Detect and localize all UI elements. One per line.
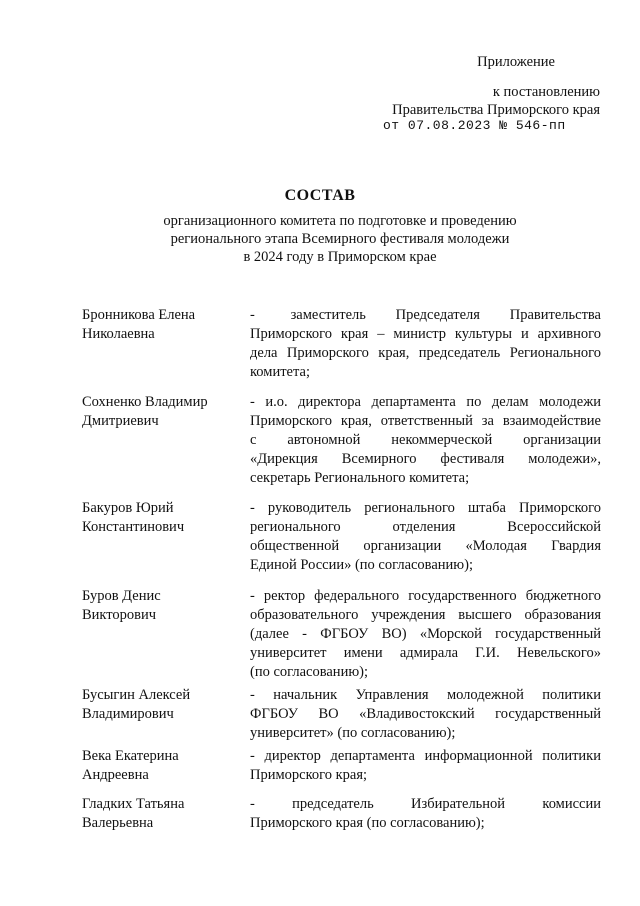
member-name: Сохненко Владимир Дмитриевич xyxy=(82,394,208,429)
subtitle-line: регионального этапа Всемирного фестиваля молодежи xyxy=(170,231,510,247)
resolution-label: к постановлению xyxy=(492,84,600,100)
member-name: Гладких Татьяна Валерьевна xyxy=(82,796,185,831)
member-name: Бронникова Елена Николаевна xyxy=(82,307,196,342)
member-role: - и.о. директора департамента по делам молодежи Приморского края, ответственный за взаимодействие с автономной некоммерческой организации «Дирекция Всемирного фестиваля молодежи», секретарь Регионального комитета; xyxy=(250,394,601,486)
member-role: - председатель Избирательной комиссии Приморского края (по согласованию); xyxy=(250,796,601,831)
subtitle-line: организационного комитета по подготовке и проведению xyxy=(163,213,517,229)
member-role: - начальник Управления молодежной политики ФГБОУ ВО «Владивостокский государственный университет» (по согласованию); xyxy=(250,687,601,741)
document-subtitle xyxy=(120,212,560,266)
appendix-label: Приложение xyxy=(477,54,555,70)
member-role: - руководитель регионального штаба Приморского регионального отделения Всероссийской общественной организации «Молодая Гвардия Единой России» (по согласованию); xyxy=(250,500,601,573)
member-role: - ректор федерального государственного бюджетного образовательного учреждения высшего образования (далее - ФГБОУ ВО) «Морской государственный университет имени адмирала Г.И. Невельского» (по согласованию); xyxy=(250,588,601,680)
member-name: Бакуров Юрий Константинович xyxy=(82,500,185,535)
member-role: - заместитель Председателя Правительства Приморского края – министр культуры и архивного дела Приморского края, председатель Регионального комитета; xyxy=(250,307,601,380)
government-label: Правительства Приморского края xyxy=(392,102,600,118)
subtitle-line: в 2024 году в Приморском крае xyxy=(243,249,437,265)
member-name: Буров Денис Викторович xyxy=(82,588,161,623)
member-role: - директор департамента информационной политики Приморского края; xyxy=(250,748,601,783)
resolution-date-number: от 07.08.2023 № 546-пп xyxy=(383,118,566,133)
document-title: СОСТАВ xyxy=(284,187,356,204)
member-name: Бусыгин Алексей Владимирович xyxy=(82,687,191,722)
member-name: Века Екатерина Андреевна xyxy=(82,748,179,783)
